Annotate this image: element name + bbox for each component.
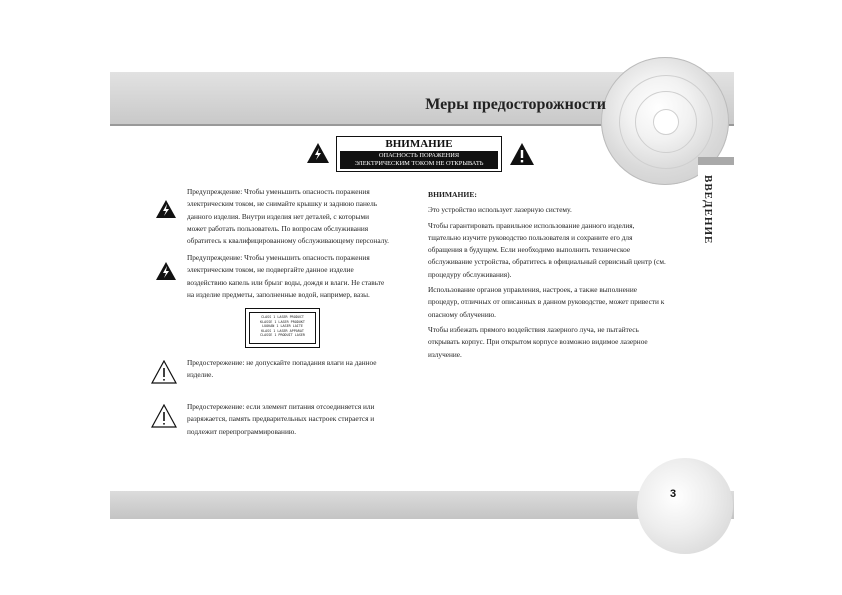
text-line: Чтобы избежать прямого воздействия лазерного луча, не пытайтесь — [428, 324, 639, 334]
text-line: обращения в будущем. Если необходимо выполнить техническое — [428, 245, 631, 255]
text-line: излучение. — [428, 349, 462, 359]
text-line: Это устройство использует лазерную систему. — [428, 205, 572, 215]
label-line: CLASS 1 LASER PRODUCT — [261, 315, 304, 319]
caution-exclamation-icon — [151, 360, 177, 388]
text-line: электрическим током, не подвергайте данное изделие — [187, 265, 354, 275]
label-line: CLASSE 1 PRODUIT LASER — [260, 333, 305, 338]
text-line: подлежит перепрограммированию. — [187, 426, 297, 436]
text-line: на изделие предметы, заполненные водой, например, вазы. — [187, 289, 370, 299]
lightning-warning-icon — [156, 200, 176, 222]
text-line: процедур, отличных от описанных в данном руководстве, может привести к — [428, 297, 665, 307]
paragraph — [428, 284, 698, 321]
text-line: тщательно изучите руководство пользователя и сохраните его для — [428, 232, 633, 242]
footer-disc-graphic — [637, 458, 733, 554]
text-line: электрическим током, не снимайте крышку и заднюю панель — [187, 199, 378, 209]
paragraph — [428, 324, 698, 361]
label-line: KLASS 1 LASER APPARAT — [261, 328, 304, 333]
warning-banner — [336, 136, 502, 172]
section-tab — [698, 157, 734, 249]
text-line: обслуживание устройства, обратитесь в официальный сервисный центр (см. — [428, 257, 666, 267]
text-line: процедуру обслуживания). — [428, 269, 512, 279]
text-line: данного изделия. Внутри изделия нет деталей, с которыми — [187, 211, 369, 221]
warning-text-2 — [187, 252, 422, 301]
lightning-warning-icon — [307, 143, 329, 167]
text-line: Предупреждение: Чтобы уменьшить опасность поражения — [187, 253, 370, 262]
caution-text-1 — [187, 357, 422, 382]
text-line: Предостережение: не допускайте попадания влаги на данное — [187, 358, 377, 367]
caution-exclamation-icon — [151, 404, 177, 432]
label-line: LUOKAN 1 LASER LAITE — [262, 324, 303, 329]
paragraph — [428, 204, 698, 216]
text-line: Использование органов управления, настроек, а также выполнение — [428, 285, 637, 295]
text-line: изделие. — [187, 370, 214, 380]
paragraph — [428, 220, 698, 281]
laser-product-label — [245, 308, 320, 348]
warning-banner-title: ВНИМАНИЕ — [385, 138, 453, 150]
warning-text-1 — [187, 186, 422, 247]
label-line: KLASSE 1 LASER PRODUKT — [260, 319, 305, 324]
section-tab-label: ВВЕДЕНИЕ — [702, 175, 714, 245]
text-line: воздействию капель или брызг воды, дождя и влаги. Не ставьте — [187, 277, 385, 287]
text-line: Чтобы гарантировать правильное использование данного изделия, — [428, 220, 635, 230]
text-line: Предупреждение: Чтобы уменьшить опасность поражения — [187, 187, 370, 196]
caution-text-2 — [187, 401, 422, 438]
page-title: Меры предосторожности — [425, 96, 606, 113]
text-line: разряжается, память предварительных настроек стирается и — [187, 414, 375, 424]
page-number: 3 — [670, 488, 677, 500]
text-line: опасному облучению. — [428, 309, 496, 319]
text-line: обратитесь к квалифицированному обслуживающему персоналу. — [187, 236, 389, 246]
text-line: может работать пользователь. По вопросам обслуживания — [187, 223, 369, 233]
section-heading: ВНИМАНИЕ: — [428, 190, 477, 199]
warning-banner-line2: ЭЛЕКТРИЧЕСКИМ ТОКОМ НЕ ОТКРЫВАТЬ — [354, 159, 484, 167]
lightning-warning-icon — [156, 262, 176, 284]
exclamation-warning-icon — [510, 143, 534, 169]
laser-caution-section — [428, 189, 698, 364]
warning-banner-line1: ОПАСНОСТЬ ПОРАЖЕНИЯ — [378, 152, 460, 159]
text-line: открывать корпус. При открытом корпусе возможно видимое лазерное — [428, 337, 648, 347]
text-line: Предостережение: если элемент питания отсоединяется или — [187, 402, 375, 411]
warning-banner-strip — [340, 151, 498, 169]
